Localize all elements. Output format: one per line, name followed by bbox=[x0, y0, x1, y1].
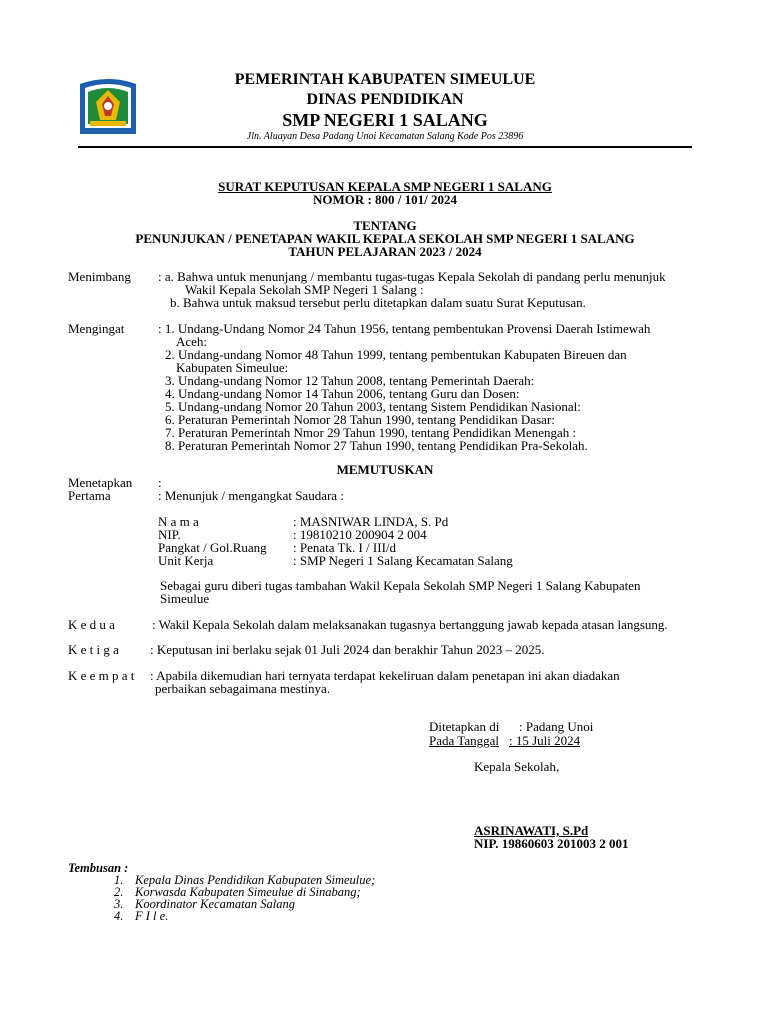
decree-year: TAHUN PELAJARAN 2023 / 2024 bbox=[288, 244, 482, 259]
decree-title: SURAT KEPUTUSAN KEPALA SMP NEGERI 1 SALANG bbox=[218, 179, 552, 194]
ketiga-text: : Keputusan ini berlaku sejak 01 Juli 2024 dan berakhir Tahun 2023 – 2025. bbox=[150, 642, 545, 657]
mengingat-item-1: : 1. Undang-Undang Nomor 24 Tahun 1956, tentang pembentukan Provensi Daerah Istimewah bbox=[158, 321, 651, 336]
field-value-nip: : 19810210 200904 2 004 bbox=[293, 527, 427, 542]
memutuskan-heading: MEMUTUSKAN bbox=[336, 462, 434, 477]
simeulue-emblem-icon bbox=[76, 76, 140, 140]
field-key-pangkat: Pangkat / Gol.Ruang bbox=[158, 540, 267, 555]
signer-nip: NIP. 19860603 201003 2 001 bbox=[474, 836, 629, 851]
header-department: DINAS PENDIDIKAN bbox=[306, 91, 464, 108]
tanggal-value: : 15 Juli 2024 bbox=[508, 733, 581, 748]
header-school: SMP NEGERI 1 SALANG bbox=[282, 110, 488, 130]
field-key-nip: NIP. bbox=[158, 527, 181, 542]
pertama-text: : Menunjuk / mengangkat Saudara : bbox=[158, 488, 344, 503]
mengingat-item-2-cont: Kabupaten Simeulue: bbox=[176, 360, 289, 375]
mengingat-item-1-cont: Aceh: bbox=[176, 334, 208, 349]
menetapkan-colon: : bbox=[158, 475, 162, 490]
field-value-unit: : SMP Negeri 1 Salang Kecamatan Salang bbox=[293, 553, 513, 568]
menimbang-a-line1: : a. Bahwa untuk menunjang / membantu tugas-tugas Kepala Sekolah di pandang perlu menunjuk bbox=[158, 269, 666, 284]
tanggal-label: Pada Tanggal bbox=[429, 733, 499, 748]
mengingat-item-7: 7. Peraturan Pemerintah Nmor 29 Tahun 1990, tentang Pendidikan Menengah : bbox=[165, 425, 577, 440]
ditetapkan-label: Ditetapkan di bbox=[429, 719, 500, 734]
menimbang-label: Menimbang bbox=[68, 269, 131, 284]
pertama-label: Pertama bbox=[68, 488, 111, 503]
mengingat-item-3: 3. Undang-undang Nomor 12 Tahun 2008, tentang Pemerintah Daerah: bbox=[165, 373, 535, 388]
mengingat-label: Mengingat bbox=[68, 321, 125, 336]
kedua-label: K e d u a bbox=[68, 617, 115, 632]
header-address: Jln. Aluayan Desa Padang Unoi Kecamatan Salang Kode Pos 23896 bbox=[246, 131, 524, 142]
signer-name: ASRINAWATI, S.Pd bbox=[474, 823, 589, 838]
menimbang-a-line2: Wakil Kepala Sekolah SMP Negeri 1 Salang : bbox=[185, 282, 424, 297]
mengingat-item-5: 5. Undang-undang Nomor 20 Tahun 2003, tentang Sistem Pendidikan Nasional: bbox=[165, 399, 581, 414]
keempat-text-line1: : Apabila dikemudian hari ternyata terdapat kekeliruan dalam penetapan ini akan diadakan bbox=[150, 668, 620, 683]
pertama-duty-line2: Simeulue bbox=[160, 591, 210, 606]
signer-position: Kepala Sekolah, bbox=[474, 759, 560, 774]
mengingat-item-6: 6. Peraturan Pemerintah Nomor 28 Tahun 1990, tentang Pendidikan Dasar: bbox=[165, 412, 555, 427]
ketiga-label: K e t i g a bbox=[68, 642, 119, 657]
decree-number: NOMOR : 800 / 101/ 2024 bbox=[312, 192, 458, 207]
field-key-unit: Unit Kerja bbox=[158, 553, 214, 568]
mengingat-item-4: 4. Undang-undang Nomor 14 Tahun 2006, tentang Guru dan Dosen: bbox=[165, 386, 520, 401]
pertama-duty-line1: Sebagai guru diberi tugas tambahan Wakil Kepala Sekolah SMP Negeri 1 Salang Kabupaten bbox=[160, 578, 641, 593]
field-value-pangkat: : Penata Tk. I / III/d bbox=[293, 540, 397, 555]
tembusan-num-1: 1. bbox=[114, 873, 124, 887]
header-government: PEMERINTAH KABUPATEN SIMEULUE bbox=[234, 71, 536, 88]
mengingat-item-2: 2. Undang-undang Nomor 48 Tahun 1999, tentang pembentukan Kabupaten Bireuen dan bbox=[165, 347, 627, 362]
tembusan-item-4: F I l e. bbox=[135, 909, 169, 923]
mengingat-item-8: 8. Peraturan Pemerintah Nomor 27 Tahun 1990, tentang Pendidikan Pra-Sekolah. bbox=[165, 438, 588, 453]
keempat-label: K e e m p a t bbox=[68, 668, 135, 683]
decree-subject: PENUNJUKAN / PENETAPAN WAKIL KEPALA SEKOLAH SMP NEGERI 1 SALANG bbox=[135, 231, 635, 246]
menetapkan-label: Menetapkan bbox=[68, 475, 133, 490]
header-divider bbox=[78, 146, 692, 148]
tembusan-num-4: 4. bbox=[114, 909, 124, 923]
decree-tentang: TENTANG bbox=[353, 218, 417, 233]
tembusan-item-2: Korwasda Kabupaten Simeulue di Sinabang; bbox=[135, 885, 361, 899]
tembusan-num-3: 3. bbox=[114, 897, 124, 911]
keempat-text-line2: perbaikan sebagaimana mestinya. bbox=[155, 681, 331, 696]
ditetapkan-value: : Padang Unoi bbox=[519, 719, 594, 734]
menimbang-b: b. Bahwa untuk maksud tersebut perlu ditetapkan dalam suatu Surat Keputusan. bbox=[170, 295, 586, 310]
tembusan-label: Tembusan : bbox=[68, 861, 129, 875]
field-value-nama: : MASNIWAR LINDA, S. Pd bbox=[293, 514, 449, 529]
field-key-nama: N a m a bbox=[158, 514, 199, 529]
tembusan-num-2: 2. bbox=[114, 885, 124, 899]
tembusan-item-1: Kepala Dinas Pendidikan Kabupaten Simeulue; bbox=[135, 873, 376, 887]
tembusan-item-3: Koordinator Kecamatan Salang bbox=[135, 897, 295, 911]
tanggal-row bbox=[429, 734, 595, 748]
kedua-text: : Wakil Kepala Sekolah dalam melaksanakan tugasnya bertanggung jawab kepada atasan langsung. bbox=[152, 617, 668, 632]
